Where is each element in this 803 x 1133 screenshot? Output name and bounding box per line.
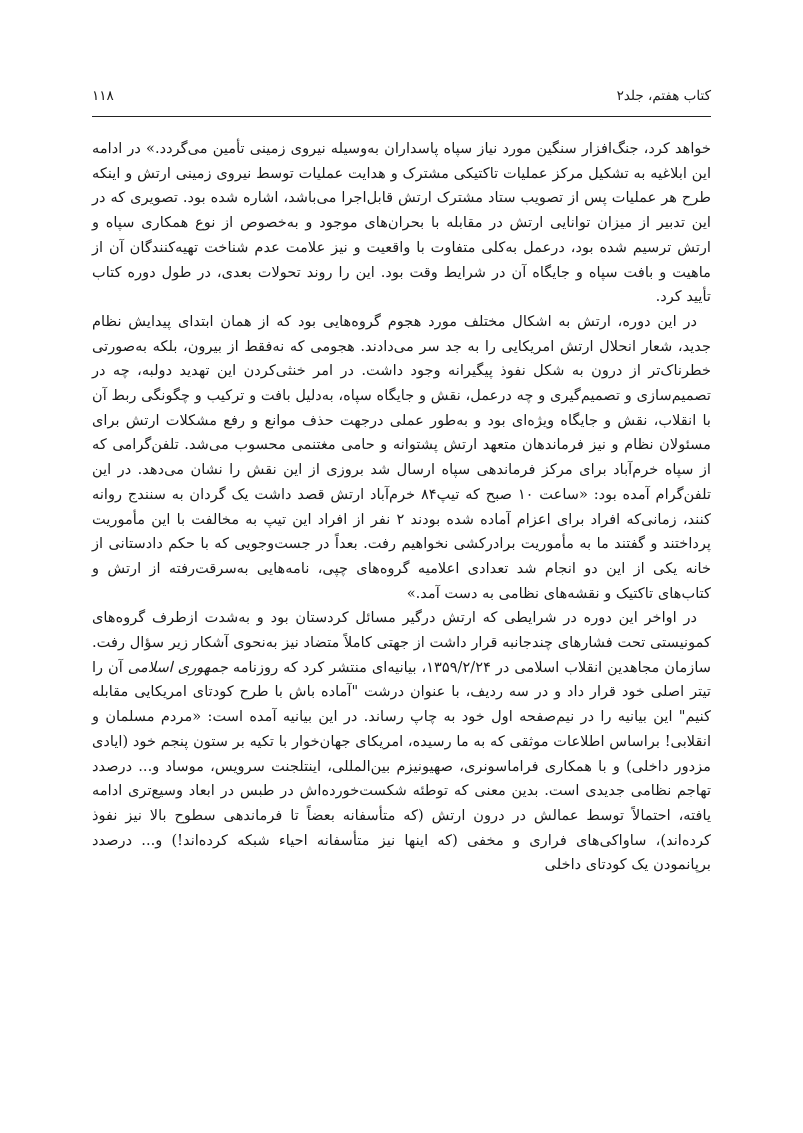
paragraph-3 bbox=[92, 606, 711, 878]
header-rule bbox=[92, 116, 711, 117]
paragraph-3-text-before: در اواخر این دوره در شرایطی که ارتش درگیر مسائل کردستان بود و به‌شدت ازطرف گروه‌های کمونیستی تحت فشارهای چندجانبه قرار داشت از جهتی کاملاً متضاد نیز به‌نحوی آشکار زیر سؤال رفت. سازمان مجاهدین انقلاب اسلامی در ۱۳۵۹/۲/۲۴، بیانیه‌ای منتشر کرد که روزنامه bbox=[92, 609, 712, 676]
paragraph-1 bbox=[92, 137, 711, 310]
book-page bbox=[92, 88, 711, 878]
newspaper-name: جمهوری اسلامی bbox=[127, 658, 228, 676]
paragraph-3-text-after: آن را تیتر اصلی خود قرار داد و در سه ردیف، با عنوان درشت "آماده باش با طرح کودتای امریکایی مقابله کنیم" این بیانیه را در نیم‌صفحه اول خود به چاپ رساند. در این بیانیه آمده است: «مردم مسلمان و انقلابی! براساس اطلاعات موثقی که به ما رسیده، امریکای جهان‌خوار با تکیه بر ستون پنجم خود (ایادی مزدور داخلی) و با همکاری فراماسونری، صهیونیزم بین‌المللی، اینتلجنت سرویس، موساد و... درصدد تهاجم نظامی جدیدی است. بدین معنی که توطئه شکست‌خورده‌اش در طبس در ابعاد وسیع‌تری ادامه یافته، احتمالاً توسط عمالش در درون ارتش (که متأسفانه بعضاً تا فرماندهی سطوح بالا نیز نفوذ کرده‌اند)، ساواکی‌های فراری و مخفی (که اینها نیز متأسفانه احیاء شبکه کرده‌اند!) و... درصدد برپانمودن یک کودتای داخلی bbox=[92, 658, 711, 874]
book-title: کتاب هفتم، جلد۲ bbox=[616, 88, 711, 104]
paragraph-2-text: در این دوره، ارتش به اشکال مختلف مورد هجوم گروه‌هایی بود که از همان ابتدای پیدایش نظام جدید، شعار انحلال ارتش امریکایی را به جد سر می‌دادند. هجومی که نه‌فقط از بیرون، بلکه به‌صورتی خطرناک‌تر از درون به شکل نفوذ پیگیرانه وجود داشت. در امر خنثی‌کردن این تهدید دولبه، چه در تصمیم‌سازی و تصمیم‌گیری و چه درعمل، نقش و جایگاه سپاه، به‌دلیل بافت و ترکیب و چگونگی ربط آن با انقلاب، نقش و جایگاه ویژه‌ای بود و به‌طور عملی درجهت حذف موانع و رفع مشکلات ارتش برای مسئولان نظام و نیز فرماندهان متعهد ارتش پشتوانه و حامی مغتنمی محسوب می‌شد. تلفن‌گرامی که از سپاه خرم‌آباد برای مرکز فرماندهی سپاه ارسال شد بروزی از این نقش را نشان می‌دهد. در این تلفن‌گرام آمده بود: «ساعت ۱۰ صبح که تیپ۸۴ خرم‌آباد ارتش قصد داشت یک گردان به سنندج روانه کنند، زمانی‌که افراد برای اعزام آماده شده بودند ۲ نفر از افراد این تیپ به مخالفت با این مأموریت پرداختند و گفتند ما به مأموریت برادرکشی نخواهیم رفت. بعداً در جست‌وجویی که با حکم دادستانی از خانه یکی از این دو انجام شد تعدادی اعلامیه گروه‌های چپی، نامه‌هایی به‌سرقت‌رفته از ارتش و کتاب‌های تاکتیک و نقشه‌های نظامی به دست آمد.» bbox=[92, 312, 712, 602]
paragraph-1-text: خواهد کرد، جنگ‌افزار سنگین مورد نیاز سپاه پاسداران به‌وسیله نیروی زمینی تأمین می‌گردد.» در ادامه این ابلاغیه به تشکیل مرکز عملیات تاکتیکی مشترک و هدایت عملیات توسط نیروی زمینی ارتش و اینکه طرح هر عملیات پس از تصویب ستاد مشترک ارتش قابل‌اجرا می‌باشد، اشاره شده بود. تصویری که در این تدبیر از میزان توانایی ارتش در مقابله با بحران‌های موجود و به‌خصوص از نوع همکاری سپاه و ارتش ترسیم شده بود، درعمل به‌کلی متفاوت با واقعیت و نیز علامت عدم شناخت تهیه‌کنندگان آن از ماهیت و بافت سپاه و جایگاه آن در شرایط وقت بود. این را روند تحولات بعدی، در طول دوره کتاب تأیید کرد. bbox=[92, 140, 711, 306]
running-head bbox=[92, 88, 711, 112]
body-text bbox=[92, 137, 711, 878]
page-number: ۱۱۸ bbox=[92, 88, 114, 104]
paragraph-2 bbox=[92, 310, 711, 606]
